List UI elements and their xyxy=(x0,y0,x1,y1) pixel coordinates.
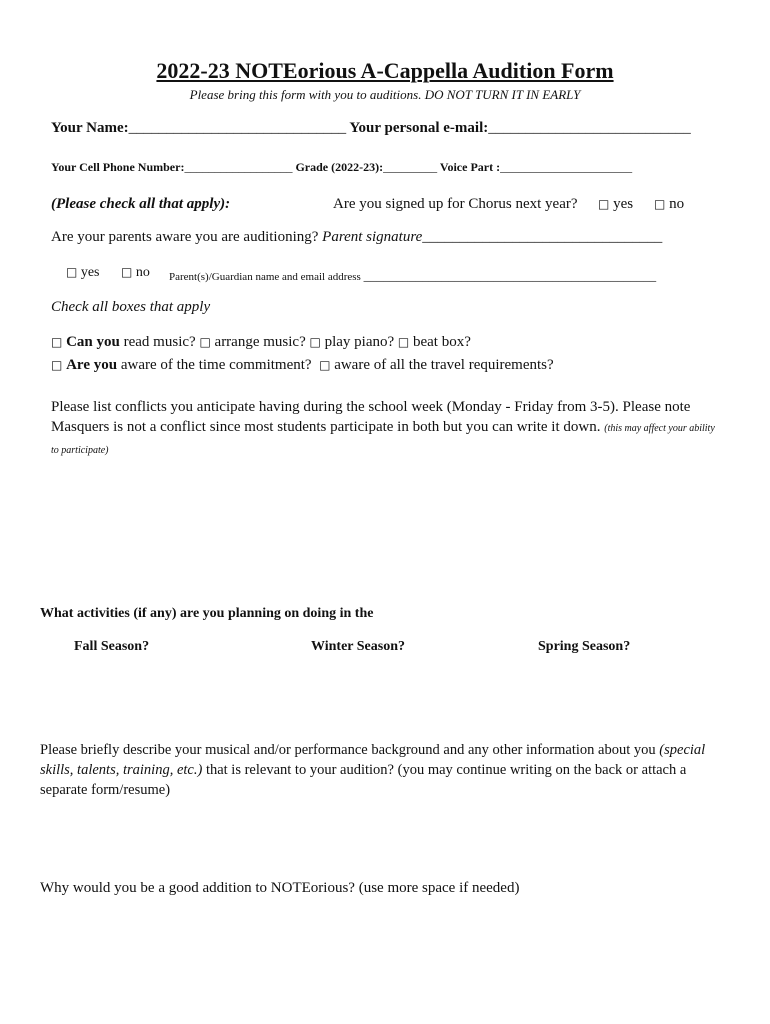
parents-yes-option[interactable] xyxy=(66,265,100,281)
travel-checkbox[interactable]: □ xyxy=(319,358,331,372)
email-input-line[interactable]: ___________________________ xyxy=(488,120,691,136)
play-piano-label: play piano? xyxy=(324,334,395,350)
travel-label: aware of all the travel requirements? xyxy=(334,357,554,373)
play-piano-checkbox[interactable]: □ xyxy=(309,335,321,349)
voice-part-input-line[interactable]: ______________________ xyxy=(500,160,633,174)
awareness-row xyxy=(51,357,554,374)
chorus-yes-checkbox[interactable]: □ xyxy=(598,197,610,211)
time-commitment-checkbox[interactable]: □ xyxy=(51,358,63,372)
winter-season-label: Winter Season? xyxy=(311,639,405,654)
parents-aware-question: Are your parents aware you are auditioning? xyxy=(51,229,319,245)
cell-phone-label: Your Cell Phone Number: xyxy=(51,160,185,174)
activities-question: What activities (if any) are you planning on doing in the xyxy=(40,606,374,621)
conflicts-note: (this may affect your ability to participate) xyxy=(51,423,715,456)
chorus-no-checkbox[interactable]: □ xyxy=(654,197,666,211)
parents-yes-checkbox[interactable]: □ xyxy=(66,265,78,279)
arrange-music-checkbox[interactable]: □ xyxy=(199,335,211,349)
grade-input-line[interactable]: _________ xyxy=(383,160,438,174)
check-all-colon: : xyxy=(225,196,231,212)
background-text-start: Please briefly describe your musical and/or performance background and any other information about you xyxy=(40,742,656,758)
chorus-no-label: no xyxy=(669,196,685,212)
fall-season-label: Fall Season? xyxy=(74,639,150,654)
chorus-no-option[interactable] xyxy=(654,196,684,213)
chorus-yes-option[interactable] xyxy=(598,196,633,213)
parents-no-checkbox[interactable]: □ xyxy=(121,265,133,279)
background-paragraph xyxy=(40,740,710,800)
guardian-row xyxy=(169,268,656,284)
grade-label: Grade (2022-23): xyxy=(295,160,384,174)
beat-box-label: beat box? xyxy=(412,334,471,350)
form-subtitle: Please bring this form with you to auditions. DO NOT TURN IT IN EARLY xyxy=(189,87,581,102)
why-question: Why would you be a good addition to NOTEorious? (use more space if needed) xyxy=(40,880,520,896)
parents-no-option[interactable] xyxy=(121,265,150,281)
background-text-end: that is relevant to your audition? (you may continue writing on the back or attach a separate form/resume) xyxy=(40,762,687,798)
read-music-label: read music? xyxy=(123,334,196,350)
conflicts-paragraph xyxy=(51,397,716,461)
skills-row xyxy=(51,334,471,351)
read-music-checkbox[interactable]: □ xyxy=(51,335,63,349)
parent-signature-label: Parent signature xyxy=(322,229,423,245)
name-input-line[interactable]: _____________________________ xyxy=(128,120,347,136)
chorus-question: Are you signed up for Chorus next year? xyxy=(333,196,578,212)
beat-box-checkbox[interactable]: □ xyxy=(397,335,410,349)
check-all-label: (Please check all that apply) xyxy=(51,196,226,212)
chorus-yes-label: yes xyxy=(613,196,634,212)
form-title: 2022-23 NOTEorious A-Cappella Audition Form xyxy=(156,58,614,83)
guardian-label: Parent(s)/Guardian name and email address xyxy=(169,271,361,283)
parents-yes-label: yes xyxy=(80,265,100,280)
voice-part-label: Voice Part : xyxy=(439,160,501,174)
parent-signature-line[interactable]: ________________________________ xyxy=(422,229,663,245)
conflicts-text: Please list conflicts you anticipate having during the school week (Monday - Friday from 3-5). Please note Masquers is not a conflict since most students participate in both but you can write it down. xyxy=(51,399,691,435)
guardian-input-line[interactable]: _____________________________________________ xyxy=(363,268,657,283)
arrange-music-label: arrange music? xyxy=(214,334,306,350)
can-you-label: Can you xyxy=(66,334,120,350)
check-all-boxes-label: Check all boxes that apply xyxy=(51,299,211,315)
contact-row xyxy=(51,160,632,175)
parents-aware-row xyxy=(51,229,662,246)
parents-no-label: no xyxy=(135,265,150,280)
check-all-heading xyxy=(51,196,230,213)
email-label: Your personal e-mail: xyxy=(349,120,489,136)
time-commitment-label: aware of the time commitment? xyxy=(120,357,312,373)
are-you-label: Are you xyxy=(66,357,118,373)
spring-season-label: Spring Season? xyxy=(538,639,631,654)
cell-phone-input-line[interactable]: __________________ xyxy=(184,160,293,174)
name-field-row xyxy=(51,120,691,137)
name-label: Your Name: xyxy=(51,120,129,136)
background-italic-text: (special skills, talents, training, etc.) xyxy=(40,742,706,778)
